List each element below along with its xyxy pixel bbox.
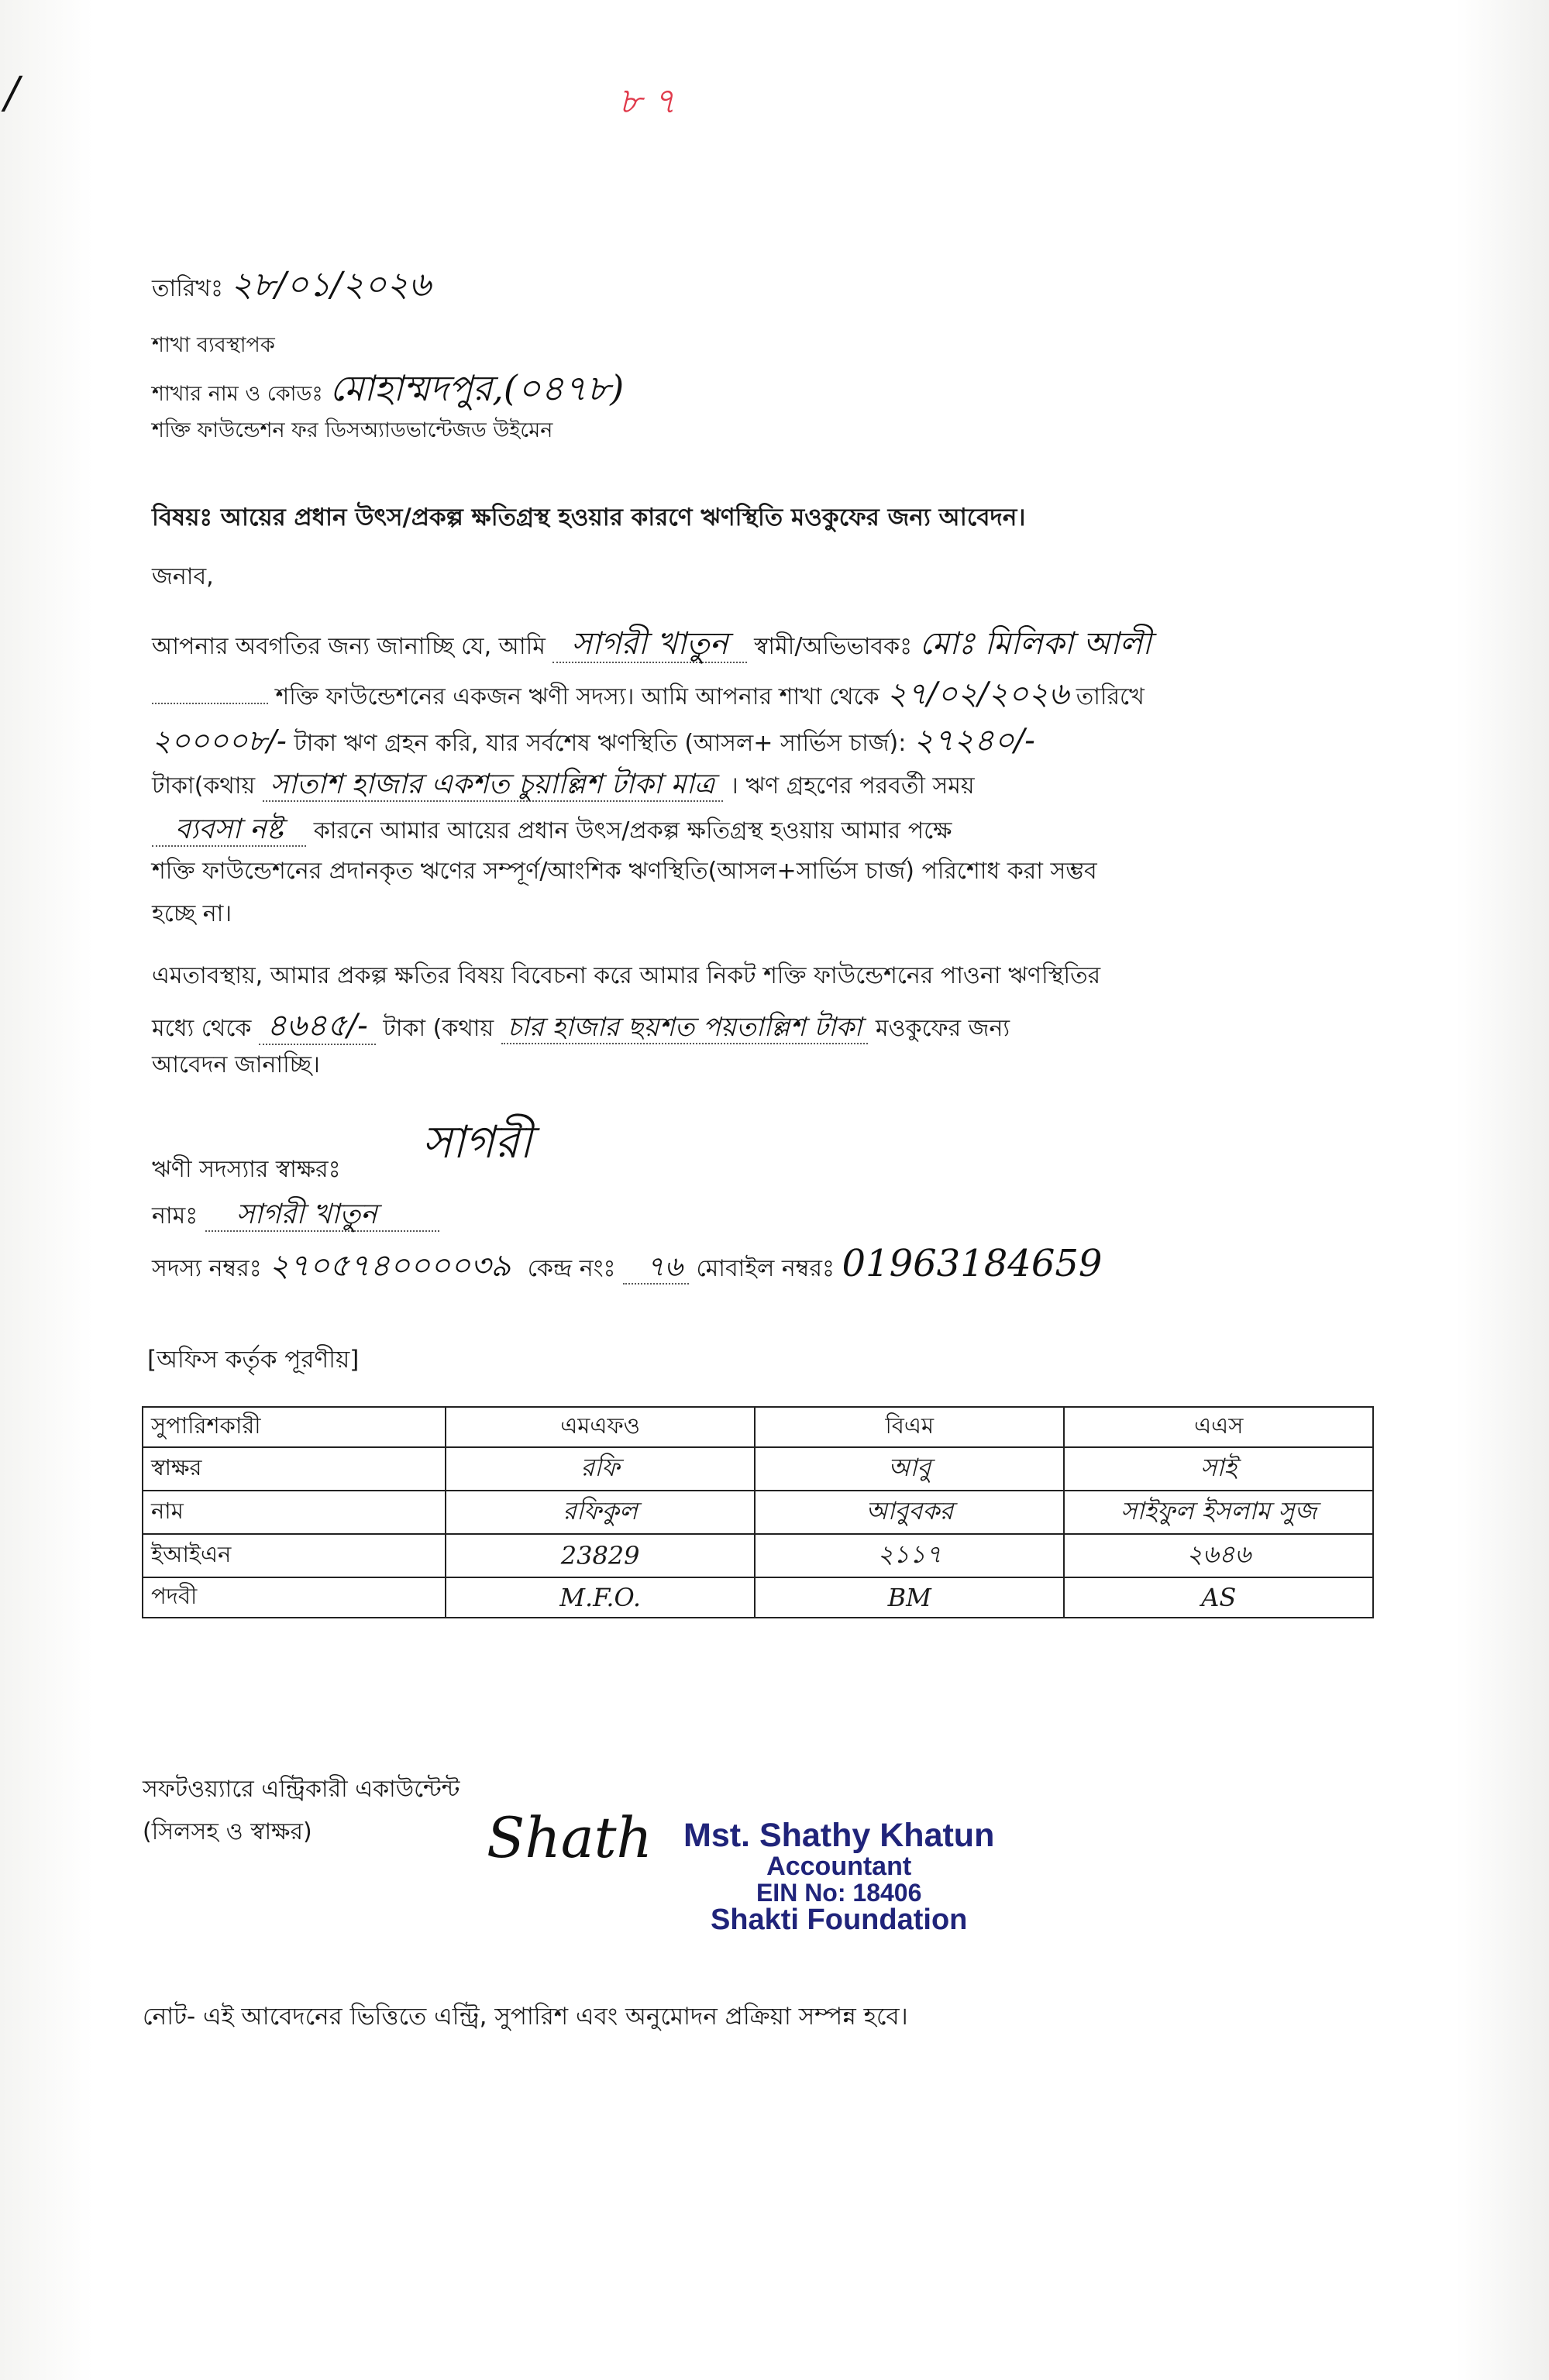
mfo-designation: M.F.O. [446,1577,755,1618]
member-signature-label: ঋণী সদস্যার স্বাক্ষরঃ [152,1156,341,1183]
member-signature: সাগরী [422,1116,532,1168]
member-number-label: সদস্য নম্বরঃ [152,1255,262,1282]
row-label-name: নাম [143,1491,446,1534]
center-label: কেন্দ্র নংঃ [527,1255,616,1282]
guardian-name: মোঃ মিলিকা আলী [919,626,1151,662]
red-ink-mark: ৮ ৭ [618,80,676,122]
body-line-6: শক্তি ফাউন্ডেশনের প্রদানকৃত ঋণের সম্পূর্ণ/আংশিক ঋণস্থিতি(আসল+সার্ভিস চার্জ) পরিশোধ করা সম্ভব [152,858,1097,885]
applicant-name: সাগরী খাতুন [552,626,746,663]
table-row-signature [143,1447,1373,1491]
branch-name-label: শাখার নাম ও কোডঃ [152,382,323,406]
body-text: শক্তি ফাউন্ডেশনের একজন ঋণী সদস্য। আমি আপনার শাখা থেকে [275,683,879,710]
as-name: সাইফুল ইসলাম সুজ [1064,1491,1373,1534]
header-recommender: সুপারিশকারী [143,1407,446,1447]
footer-note: নোট- এই আবেদনের ভিত্তিতে এন্ট্রি, সুপারিশ এবং অনুমোদন প্রক্রিয়া সম্পন্ন হবে। [143,2003,908,2031]
body-text: কারনে আমার আয়ের প্রধান উৎস/প্রকল্প ক্ষতিগ্রস্থ হওয়ায় আমার পক্ষে [313,817,952,844]
bm-ein: ২১১৭ [755,1534,1064,1577]
stamp-org: Shakti Foundation [710,1904,968,1937]
as-signature: সাই [1064,1447,1373,1491]
table-header-row [143,1407,1373,1447]
mfo-signature: রফি [446,1447,755,1491]
date-value: ২৮/০১/২০২৬ [230,265,431,304]
body-text: তারিখে [1076,683,1145,710]
member-number-value: ২৭০৫৭৪০০০০৩৯ [269,1248,511,1284]
body-text: টাকা (কথায় [383,1015,494,1042]
table-row-designation [143,1577,1373,1618]
center-value: ৭৬ [623,1251,689,1285]
accountant-signature: Shath [487,1805,652,1870]
member-name-line [152,1197,439,1233]
balance-in-words: সাতাশ হাজার একশত চুয়াল্লিশ টাকা মাত্র [263,769,723,802]
body-text: টাকা(কথায় [152,772,256,800]
body-text: মধ্যে থেকে [152,1015,252,1042]
body-line-5 [152,812,952,848]
date-label: তারিখঃ [152,275,223,302]
bm-designation: BM [755,1577,1064,1618]
branch-manager-line: শাখা ব্যবস্থাপক [152,333,275,357]
bm-name: আবুবকর [755,1491,1064,1534]
table-row-name [143,1491,1373,1534]
body-text: টাকা ঋণ গ্রহন করি, যার সর্বশেষ ঋণস্থিতি (আসল+ সার্ভিস চার্জ): [294,730,907,757]
mobile-value: 01963184659 [842,1242,1103,1285]
member-number-line [152,1240,1102,1288]
row-label-designation: পদবী [143,1577,446,1618]
body-text: মওকুফের জন্য [875,1015,1010,1042]
office-approval-table [142,1406,1374,1618]
office-use-caption: [অফিস কর্তৃক পূরণীয়] [147,1346,360,1374]
loan-amount: ২০০০০৮/- [152,724,287,758]
loan-balance: ২৭২৪০/- [913,723,1035,758]
body-text: । ঋণ গ্রহণের পরবর্তী সময় [730,772,975,800]
accountant-stamp [683,1819,994,1935]
body-text: আপনার অবগতির জন্য জানাচ্ছি যে, আমি [152,633,546,660]
blank-dots [152,703,268,704]
body-line-2 [152,674,1145,714]
para2-line-1: এমতাবস্থায়, আমার প্রকল্প ক্ষতির বিষয় বিবেচনা করে আমার নিকট শক্তি ফাউন্ডেশনের পাওনা ঋণস্থিতির [152,962,1101,989]
header-mfo: এমএফও [446,1407,755,1447]
para2-line-2 [152,1006,1010,1046]
as-ein: ২৬৪৬ [1064,1534,1373,1577]
body-line-3 [152,721,1035,761]
damage-reason: ব্যবসা নষ্ট [152,813,306,847]
waiver-amount: ৪৬৪৫/- [259,1008,376,1045]
corner-slash-mark: / [5,68,19,119]
header-as: এএস [1064,1407,1373,1447]
accountant-label: সফটওয়্যারে এন্ট্রিকারী একাউন্টেন্ট [143,1776,460,1803]
member-name-label: নামঃ [152,1202,198,1230]
header-bm: বিএম [755,1407,1064,1447]
organization-name: শক্তি ফাউন্ডেশন ফর ডিসঅ্যাডভান্টেজড উইমেন [152,418,553,442]
row-label-signature: স্বাক্ষর [143,1447,446,1491]
body-line-7: হচ্ছে না। [152,900,232,927]
salutation: জনাব, [152,563,214,590]
para2-line-3: আবেদন জানাচ্ছি। [152,1051,320,1078]
waiver-in-words: চার হাজার ছয়শত পয়তাল্লিশ টাকা [501,1012,869,1044]
mfo-name: রফিকুল [446,1491,755,1534]
mfo-ein: 23829 [446,1534,755,1577]
loan-date: ২৭/০২/২০২৬ [886,676,1069,712]
as-designation: AS [1064,1577,1373,1618]
stamp-name: Mst. Shathy Khatun [683,1817,995,1854]
table-row-ein [143,1534,1373,1577]
stamp-ein: EIN No: 18406 [756,1878,922,1907]
accountant-seal-note: (সিলসহ ও স্বাক্ষর) [143,1818,312,1845]
row-label-ein: ইআইএন [143,1534,446,1577]
body-line-1 [152,624,1151,664]
member-name-value: সাগরী খাতুন [205,1199,439,1232]
branch-name-line [152,364,624,412]
mobile-label: মোবাইল নম্বরঃ [696,1255,835,1282]
bm-signature: আবু [755,1447,1064,1491]
subject-line: বিষয়ঃ আয়ের প্রধান উৎস/প্রকল্প ক্ষতিগ্রস্থ হওয়ার কারণে ঋণস্থিতি মওকুফের জন্য আবেদন। [152,504,1026,531]
body-line-4 [152,767,975,803]
stamp-title: Accountant [766,1851,912,1881]
guardian-label: স্বামী/অভিভাবকঃ [754,633,913,660]
branch-name-value: মোহাম্মদপুর,(০৪৭৮) [329,367,625,409]
date-line [152,262,431,308]
